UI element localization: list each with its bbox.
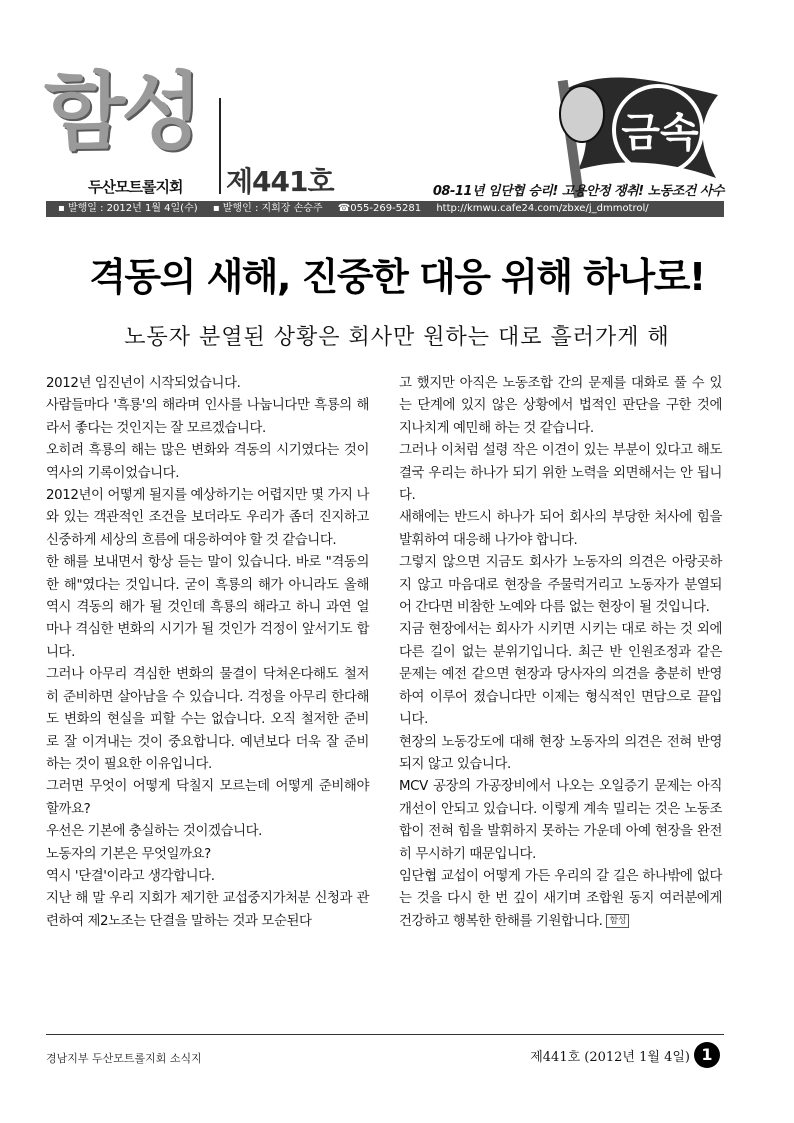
- union-logo: [548, 50, 728, 200]
- issue-number: 제441호: [226, 165, 334, 198]
- paragraph: 지난 해 말 우리 지회가 제기한 교섭중지가처분 신청과 관련하여 제2노조는 단결을 말하는 것과 모순된다: [46, 891, 369, 929]
- footer-issue-date: 제441호 (2012년 1월 4일): [530, 1050, 690, 1065]
- paragraph: 그러나 아무리 격심한 변화의 물결이 닥쳐온다해도 철저히 준비하면 살아남을 수 있습니다. 걱정을 아무리 한다해도 변화의 현실을 피할 수는 없습니다. 오직 철저한 준비로 잘 이겨내는 것이 중요합니다. 예년보다 더욱 잘 준비하는 것이 필요한 이유입니다.: [46, 667, 369, 772]
- footer-publication: 경남지부 두산모트롤지회 소식지: [46, 1052, 202, 1065]
- footer-rule: [46, 1034, 724, 1035]
- slogan: 08-11년 임단협 승리! 고용안정 쟁취! 노동조건 사수: [432, 184, 724, 199]
- paragraph-closing: [399, 866, 722, 933]
- paragraph: 새해에는 반드시 하나가 되어 회사의 부당한 처사에 힘을 발휘하여 대응해 나가야 합니다.: [399, 510, 722, 548]
- info-bar: [46, 201, 724, 217]
- paragraph: 지금 현장에서는 회사가 시키면 시키는 대로 하는 것 외에 다른 길이 없는 분위기입니다. 최근 반 인원조정과 같은 문제는 예전 같으면 현장과 당사자의 의견을 충분히 반영하여 이루어 졌습니다만 이제는 형식적인 면담으로 끝입니다.: [399, 622, 722, 728]
- subheadline: 노동자 분열된 상황은 회사만 원하는 대로 흘러가게 해: [124, 325, 670, 350]
- paragraph: 2012년이 어떻게 될지를 예상하기는 어렵지만 몇 가지 나와 있는 객관적인 조건을 보더라도 우리가 좀더 진지하고 신중하게 세상의 흐름에 대응하여야 할 것 같습니다.: [46, 488, 369, 548]
- masthead-title: 함성: [44, 63, 199, 161]
- closing-text: 임단협 교섭이 어떻게 가든 우리의 갈 길은 하나밖에 없다는 것을 다시 한 번 깊이 새기며 조합원 동지 여러분에게 건강하고 행복한 한해를 기원합니다.: [399, 868, 722, 929]
- title-divider: [219, 98, 221, 194]
- paragraph: 그러면 무엇이 어떻게 닥칠지 모르는데 어떻게 준비해야 할까요?: [46, 779, 369, 817]
- paragraph: 역시 '단결'이라고 생각합니다.: [46, 868, 215, 884]
- paragraph: 그렇지 않으면 지금도 회사가 노동자의 의견은 아랑곳하지 않고 마음대로 현장을 주물럭거리고 노동자가 분열되어 간다면 비참한 노예와 다름 없는 현장이 될 것입니다.: [399, 555, 722, 616]
- paragraph: 사람들마다 '흑룡'의 해라며 인사를 나눕니다만 흑룡의 해라서 좋다는 것인지는 잘 모르겠습니다.: [46, 398, 369, 436]
- headline: 격동의 새해, 진중한 대응 위해 하나로!: [89, 255, 705, 299]
- body-column-right: [399, 373, 722, 933]
- paragraph: 2012년 임진년이 시작되었습니다.: [46, 376, 241, 391]
- paragraph: 우선은 기본에 충실하는 것이겠습니다.: [46, 824, 262, 840]
- paragraph: 한 해를 보내면서 항상 듣는 말이 있습니다. 바로 "격동의 한 해"였다는 것입니다. 굳이 흑룡의 해가 아니라도 올해 역시 격동의 해가 될 것인데 흑룡의 해라고 하니 과연 얼마나 격심한 변화의 시기가 될 것인가 걱정이 앞서기도 합니다.: [46, 555, 369, 660]
- end-stamp: 함성: [606, 914, 629, 928]
- org-name: 두산모트롤지회: [88, 178, 183, 196]
- paragraph: 그러나 이처럼 설령 작은 이견이 있는 부분이 있다고 해도 결국 우리는 하나가 되기 위한 노력을 외면해서는 안 됩니다.: [399, 443, 722, 504]
- phone-number: ☎055-269-5281: [337, 203, 422, 214]
- publish-date: ▪ 발행일 : 2012년 1월 4일(수): [58, 203, 198, 214]
- paragraph: 노동자의 기본은 무엇일까요?: [46, 846, 211, 862]
- fist-shape: [560, 86, 604, 142]
- body-column-left: [46, 373, 369, 933]
- website-url: http://kmwu.cafe24.com/zbxe/j_dmmotrol/: [436, 203, 649, 214]
- paragraph: 현장의 노동강도에 대해 현장 노동자의 의견은 전혀 반영되지 않고 있습니다.: [399, 734, 722, 772]
- paragraph: MCV 공장의 가공장비에서 나오는 오일증기 문제는 아직 개선이 안되고 있습니다. 이렇게 계속 밀리는 것은 노동조합이 전혀 힘을 발휘하지 못하는 가운데 아예 현장을 완전히 무시하기 때문입니다.: [399, 779, 722, 862]
- paragraph: 고 했지만 아직은 노동조합 간의 문제를 대화로 풀 수 있는 단계에 있지 않은 상황에서 법적인 판단을 구한 것에 지나치게 예민해 하는 것 같습니다.: [399, 376, 722, 436]
- page-number: 1: [694, 1042, 720, 1068]
- paragraph: 오히려 흑룡의 해는 많은 변화와 격동의 시기였다는 것이 역사의 기록이었습니다.: [46, 443, 369, 481]
- publisher: ▪ 발행인 : 지회장 손승주: [212, 203, 323, 214]
- logo-text: 금속: [621, 110, 699, 156]
